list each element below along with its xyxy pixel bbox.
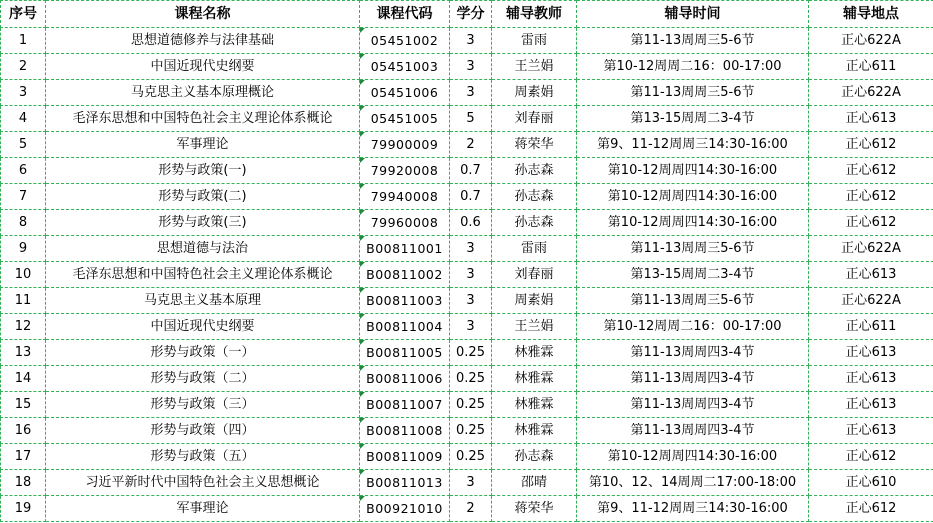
table-row bbox=[1, 28, 933, 54]
teacher-cell: 孙志森 bbox=[492, 184, 577, 210]
table-row bbox=[1, 418, 933, 444]
table-row bbox=[1, 366, 933, 392]
table-row bbox=[1, 236, 933, 262]
course-code-cell: 79960008 bbox=[360, 210, 450, 236]
place-cell: 正心622A bbox=[809, 288, 933, 314]
teacher-cell: 孙志森 bbox=[492, 210, 577, 236]
teacher-cell: 蒋荣华 bbox=[492, 496, 577, 522]
credit-cell: 3 bbox=[450, 54, 492, 80]
teacher-cell: 林雅霖 bbox=[492, 340, 577, 366]
course-code-cell: 05451005 bbox=[360, 106, 450, 132]
time-cell: 第10-12周周四14:30-16:00 bbox=[577, 158, 809, 184]
course-name-cell: 思想道德修养与法律基础 bbox=[46, 28, 360, 54]
time-cell: 第10、12、14周周二17:00-18:00 bbox=[577, 470, 809, 496]
table-row bbox=[1, 210, 933, 236]
seq-cell: 11 bbox=[1, 288, 46, 314]
header-row bbox=[1, 1, 933, 28]
table-row bbox=[1, 314, 933, 340]
place-cell: 正心622A bbox=[809, 80, 933, 106]
table-row bbox=[1, 444, 933, 470]
place-cell: 正心612 bbox=[809, 444, 933, 470]
place-cell: 正心613 bbox=[809, 366, 933, 392]
teacher-cell: 王兰娟 bbox=[492, 314, 577, 340]
time-cell: 第10-12周周四14:30-16:00 bbox=[577, 210, 809, 236]
place-cell: 正心622A bbox=[809, 28, 933, 54]
time-cell: 第9、11-12周周三14:30-16:00 bbox=[577, 496, 809, 522]
seq-cell: 7 bbox=[1, 184, 46, 210]
teacher-cell: 林雅霖 bbox=[492, 392, 577, 418]
time-cell: 第11-13周周四3-4节 bbox=[577, 418, 809, 444]
course-name-cell: 习近平新时代中国特色社会主义思想概论 bbox=[46, 470, 360, 496]
course-name-cell: 形势与政策（三） bbox=[46, 392, 360, 418]
course-name-cell: 形势与政策（五） bbox=[46, 444, 360, 470]
seq-cell: 6 bbox=[1, 158, 46, 184]
seq-cell: 16 bbox=[1, 418, 46, 444]
course-name-cell: 形势与政策(二) bbox=[46, 184, 360, 210]
course-name-cell: 马克思主义基本原理概论 bbox=[46, 80, 360, 106]
table-row bbox=[1, 262, 933, 288]
table-row bbox=[1, 184, 933, 210]
credit-cell: 2 bbox=[450, 132, 492, 158]
credit-cell: 0.7 bbox=[450, 184, 492, 210]
teacher-cell: 雷雨 bbox=[492, 236, 577, 262]
seq-cell: 2 bbox=[1, 54, 46, 80]
place-cell: 正心612 bbox=[809, 184, 933, 210]
seq-cell: 19 bbox=[1, 496, 46, 522]
table-row bbox=[1, 340, 933, 366]
place-cell: 正心612 bbox=[809, 132, 933, 158]
course-code-cell: 05451006 bbox=[360, 80, 450, 106]
credit-cell: 3 bbox=[450, 80, 492, 106]
seq-cell: 8 bbox=[1, 210, 46, 236]
seq-cell: 13 bbox=[1, 340, 46, 366]
time-cell: 第10-12周周二16：00-17:00 bbox=[577, 314, 809, 340]
course-code-cell: B00811003 bbox=[360, 288, 450, 314]
teacher-cell: 林雅霖 bbox=[492, 418, 577, 444]
credit-cell: 3 bbox=[450, 28, 492, 54]
course-code-cell: B00811008 bbox=[360, 418, 450, 444]
course-name-cell: 形势与政策(三) bbox=[46, 210, 360, 236]
course-code-cell: 79900009 bbox=[360, 132, 450, 158]
course-code-cell: 79940008 bbox=[360, 184, 450, 210]
seq-cell: 12 bbox=[1, 314, 46, 340]
course-code-cell: B00811013 bbox=[360, 470, 450, 496]
credit-cell: 3 bbox=[450, 236, 492, 262]
course-name-cell: 毛泽东思想和中国特色社会主义理论体系概论 bbox=[46, 262, 360, 288]
credit-cell: 3 bbox=[450, 470, 492, 496]
time-cell: 第11-13周周三5-6节 bbox=[577, 28, 809, 54]
table-row bbox=[1, 54, 933, 80]
header-cell-course-name: 课程名称 bbox=[46, 1, 360, 28]
time-cell: 第11-13周周四3-4节 bbox=[577, 392, 809, 418]
place-cell: 正心611 bbox=[809, 54, 933, 80]
seq-cell: 5 bbox=[1, 132, 46, 158]
course-code-cell: B00811004 bbox=[360, 314, 450, 340]
teacher-cell: 邵晴 bbox=[492, 470, 577, 496]
time-cell: 第10-12周周二16：00-17:00 bbox=[577, 54, 809, 80]
course-code-cell: B00811007 bbox=[360, 392, 450, 418]
teacher-cell: 雷雨 bbox=[492, 28, 577, 54]
teacher-cell: 刘春丽 bbox=[492, 262, 577, 288]
place-cell: 正心612 bbox=[809, 496, 933, 522]
teacher-cell: 蒋荣华 bbox=[492, 132, 577, 158]
header-cell-place: 辅导地点 bbox=[809, 1, 933, 28]
seq-cell: 15 bbox=[1, 392, 46, 418]
place-cell: 正心611 bbox=[809, 314, 933, 340]
credit-cell: 0.25 bbox=[450, 340, 492, 366]
course-code-cell: B00811005 bbox=[360, 340, 450, 366]
time-cell: 第11-13周周三5-6节 bbox=[577, 80, 809, 106]
course-name-cell: 形势与政策（二） bbox=[46, 366, 360, 392]
credit-cell: 2 bbox=[450, 496, 492, 522]
teacher-cell: 周素娟 bbox=[492, 80, 577, 106]
course-code-cell: 05451002 bbox=[360, 28, 450, 54]
time-cell: 第10-12周周四14:30-16:00 bbox=[577, 184, 809, 210]
header-cell-credit: 学分 bbox=[450, 1, 492, 28]
time-cell: 第9、11-12周周三14:30-16:00 bbox=[577, 132, 809, 158]
time-cell: 第13-15周周二3-4节 bbox=[577, 262, 809, 288]
teacher-cell: 周素娟 bbox=[492, 288, 577, 314]
table-row bbox=[1, 288, 933, 314]
time-cell: 第11-13周周四3-4节 bbox=[577, 340, 809, 366]
course-name-cell: 中国近现代史纲要 bbox=[46, 314, 360, 340]
time-cell: 第11-13周周四3-4节 bbox=[577, 366, 809, 392]
time-cell: 第11-13周周三5-6节 bbox=[577, 288, 809, 314]
credit-cell: 0.25 bbox=[450, 444, 492, 470]
place-cell: 正心610 bbox=[809, 470, 933, 496]
place-cell: 正心622A bbox=[809, 236, 933, 262]
table-row bbox=[1, 392, 933, 418]
course-name-cell: 形势与政策(一) bbox=[46, 158, 360, 184]
credit-cell: 0.25 bbox=[450, 366, 492, 392]
seq-cell: 9 bbox=[1, 236, 46, 262]
table-row bbox=[1, 158, 933, 184]
course-code-cell: B00921010 bbox=[360, 496, 450, 522]
course-name-cell: 毛泽东思想和中国特色社会主义理论体系概论 bbox=[46, 106, 360, 132]
time-cell: 第13-15周周二3-4节 bbox=[577, 106, 809, 132]
seq-cell: 1 bbox=[1, 28, 46, 54]
course-code-cell: 05451003 bbox=[360, 54, 450, 80]
course-code-cell: B00811001 bbox=[360, 236, 450, 262]
course-name-cell: 马克思主义基本原理 bbox=[46, 288, 360, 314]
place-cell: 正心612 bbox=[809, 158, 933, 184]
header-cell-course-code: 课程代码 bbox=[360, 1, 450, 28]
course-code-cell: B00811006 bbox=[360, 366, 450, 392]
course-name-cell: 形势与政策（一） bbox=[46, 340, 360, 366]
place-cell: 正心613 bbox=[809, 262, 933, 288]
credit-cell: 3 bbox=[450, 314, 492, 340]
course-code-cell: B00811009 bbox=[360, 444, 450, 470]
credit-cell: 3 bbox=[450, 288, 492, 314]
course-code-cell: B00811002 bbox=[360, 262, 450, 288]
table-row bbox=[1, 80, 933, 106]
place-cell: 正心613 bbox=[809, 418, 933, 444]
course-code-cell: 79920008 bbox=[360, 158, 450, 184]
table-row bbox=[1, 496, 933, 522]
course-name-cell: 军事理论 bbox=[46, 132, 360, 158]
place-cell: 正心613 bbox=[809, 340, 933, 366]
header-cell-seq: 序号 bbox=[1, 1, 46, 28]
teacher-cell: 刘春丽 bbox=[492, 106, 577, 132]
credit-cell: 5 bbox=[450, 106, 492, 132]
table-row bbox=[1, 470, 933, 496]
credit-cell: 0.25 bbox=[450, 392, 492, 418]
place-cell: 正心613 bbox=[809, 106, 933, 132]
seq-cell: 3 bbox=[1, 80, 46, 106]
teacher-cell: 孙志森 bbox=[492, 158, 577, 184]
course-name-cell: 思想道德与法治 bbox=[46, 236, 360, 262]
seq-cell: 4 bbox=[1, 106, 46, 132]
table-row bbox=[1, 132, 933, 158]
course-name-cell: 军事理论 bbox=[46, 496, 360, 522]
table-row bbox=[1, 106, 933, 132]
seq-cell: 14 bbox=[1, 366, 46, 392]
credit-cell: 0.6 bbox=[450, 210, 492, 236]
header-cell-teacher: 辅导教师 bbox=[492, 1, 577, 28]
seq-cell: 18 bbox=[1, 470, 46, 496]
place-cell: 正心612 bbox=[809, 210, 933, 236]
place-cell: 正心613 bbox=[809, 392, 933, 418]
header-cell-time: 辅导时间 bbox=[577, 1, 809, 28]
course-name-cell: 中国近现代史纲要 bbox=[46, 54, 360, 80]
credit-cell: 3 bbox=[450, 262, 492, 288]
time-cell: 第11-13周周三5-6节 bbox=[577, 236, 809, 262]
credit-cell: 0.25 bbox=[450, 418, 492, 444]
credit-cell: 0.7 bbox=[450, 158, 492, 184]
teacher-cell: 林雅霖 bbox=[492, 366, 577, 392]
teacher-cell: 孙志森 bbox=[492, 444, 577, 470]
seq-cell: 10 bbox=[1, 262, 46, 288]
time-cell: 第10-12周周四14:30-16:00 bbox=[577, 444, 809, 470]
course-name-cell: 形势与政策（四） bbox=[46, 418, 360, 444]
seq-cell: 17 bbox=[1, 444, 46, 470]
teacher-cell: 王兰娟 bbox=[492, 54, 577, 80]
